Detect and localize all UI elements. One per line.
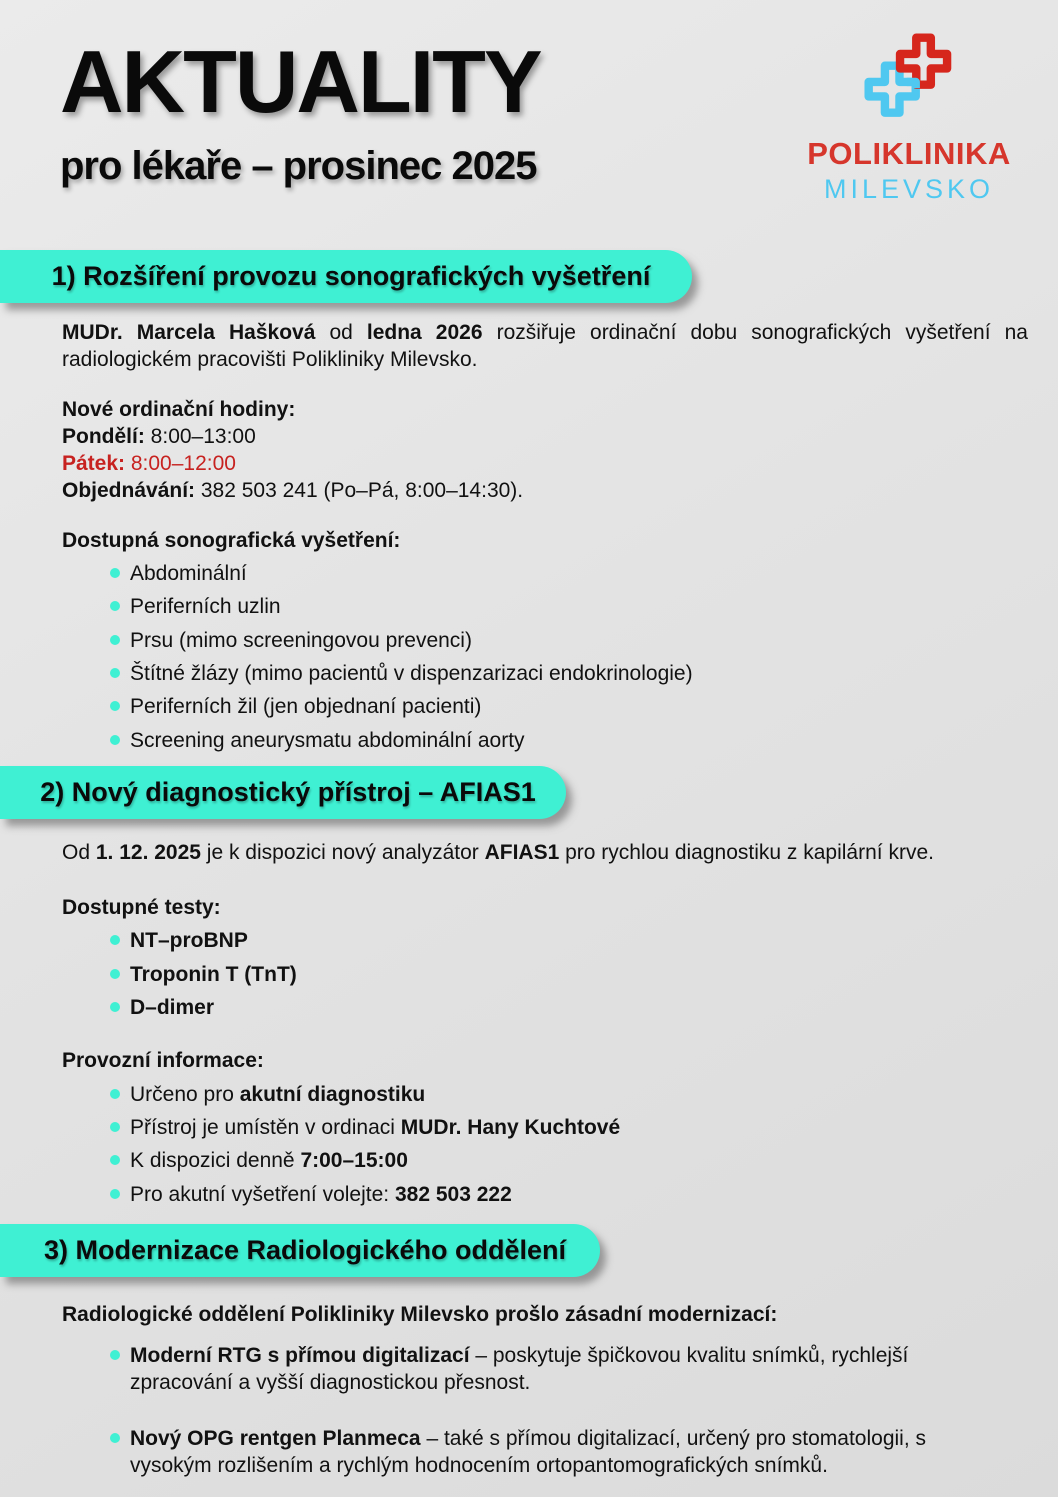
list-item: Screening aneurysmatu abdominální aorty (110, 727, 1028, 754)
section3-heading-banner (0, 1224, 600, 1277)
page-header (0, 0, 1058, 210)
sono-list-heading: Dostupná sonografická vyšetření: (62, 528, 401, 552)
bullet-dot-icon (110, 1155, 120, 1165)
sono-list-block (62, 527, 1028, 754)
bullet-dot-icon (110, 1433, 120, 1443)
section2-content (62, 839, 1028, 1208)
list-item: D–dimer (110, 994, 1028, 1021)
section2-heading: 2) Nový diagnostický přístroj – AFIAS1 (40, 776, 536, 807)
list-item: Troponin T (TnT) (110, 961, 1028, 988)
hours-friday: Pátek: 8:00–12:00 (62, 452, 236, 476)
list-item: Moderní RTG s přímou digitalizací – poskytuje špičkovou kvalitu snímků, rychlejší zpracování a vyšší diagnostickou přesnost. (110, 1342, 1008, 1397)
clinic-logo (804, 22, 1014, 205)
bullet-dot-icon (110, 735, 120, 745)
section2-heading-banner (0, 766, 566, 819)
tests-block (62, 894, 1028, 1021)
bullet-dot-icon (110, 1350, 120, 1360)
tests-heading: Dostupné testy: (62, 896, 221, 920)
bullet-dot-icon (110, 935, 120, 945)
list-item: Periferních uzlin (110, 593, 1028, 620)
bullet-dot-icon (110, 969, 120, 979)
info-heading: Provozní informace: (62, 1049, 264, 1073)
section3-intro: Radiologické oddělení Polikliniky Milevsko prošlo zásadní modernizací: (62, 1302, 778, 1326)
bullet-dot-icon (110, 601, 120, 611)
list-item: Periferních žil (jen objednaní pacienti) (110, 693, 1028, 720)
list-item: Přístroj je umístěn v ordinaci MUDr. Hany Kuchtové (110, 1114, 1028, 1141)
bullet-dot-icon (110, 1089, 120, 1099)
bullet-dot-icon (110, 668, 120, 678)
hours-block (62, 396, 1028, 505)
list-item: NT–proBNP (110, 927, 1028, 954)
section1-heading-banner (0, 250, 692, 303)
tests-list (62, 927, 1028, 1021)
list-item: Určeno pro akutní diagnostiku (110, 1081, 1028, 1108)
bullet-dot-icon (110, 635, 120, 645)
list-item: Nový OPG rentgen Planmeca – také s přímou digitalizací, určený pro stomatologii, s vysokým rozlišením a rychlým hodnocením ortopantomografických snímků. (110, 1425, 1008, 1480)
section1-intro: MUDr. Marcela Hašková od ledna 2026 rozšiřuje ordinační dobu sonografických vyšetření na radiologickém pracovišti Polikliniky Milevsko. (62, 321, 1028, 372)
page-title: AKTUALITY (60, 32, 541, 131)
page-subtitle: pro lékaře – prosinec 2025 (60, 143, 537, 188)
bullet-dot-icon (110, 701, 120, 711)
hours-monday: Pondělí: 8:00–13:00 (62, 424, 256, 448)
bullet-dot-icon (110, 1189, 120, 1199)
section2-intro: Od 1. 12. 2025 je k dispozici nový analyzátor AFIAS1 pro rychlou diagnostiku z kapilární krve. (62, 840, 934, 864)
sono-list (62, 560, 1028, 754)
list-item: Pro akutní vyšetření volejte: 382 503 222 (110, 1181, 1028, 1208)
logo-text-poliklinika: POLIKLINIKA (807, 136, 1011, 171)
section1-heading: 1) Rozšíření provozu sonografických vyšetření (51, 261, 651, 291)
list-item: Abdominální (110, 560, 1028, 587)
section3-content (62, 1301, 1028, 1479)
bullet-dot-icon (110, 568, 120, 578)
list-item: Prsu (mimo screeningovou prevenci) (110, 627, 1028, 654)
list-item: Štítné žlázy (mimo pacientů v dispenzarizaci endokrinologie) (110, 660, 1028, 687)
hours-heading: Nové ordinační hodiny: (62, 397, 296, 421)
bullet-dot-icon (110, 1002, 120, 1012)
modernization-list (62, 1342, 1028, 1479)
info-list (62, 1081, 1028, 1208)
logo-text-milevsko: MILEVSKO (823, 174, 995, 204)
interlocked-crosses-icon (819, 22, 999, 134)
info-block (62, 1047, 1028, 1207)
hours-booking: Objednávání: 382 503 241 (Po–Pá, 8:00–14:30). (62, 479, 524, 503)
bullet-dot-icon (110, 1122, 120, 1132)
section1-content (62, 319, 1028, 754)
section3-heading: 3) Modernizace Radiologického oddělení (43, 1234, 567, 1265)
list-item: K dispozici denně 7:00–15:00 (110, 1147, 1028, 1174)
